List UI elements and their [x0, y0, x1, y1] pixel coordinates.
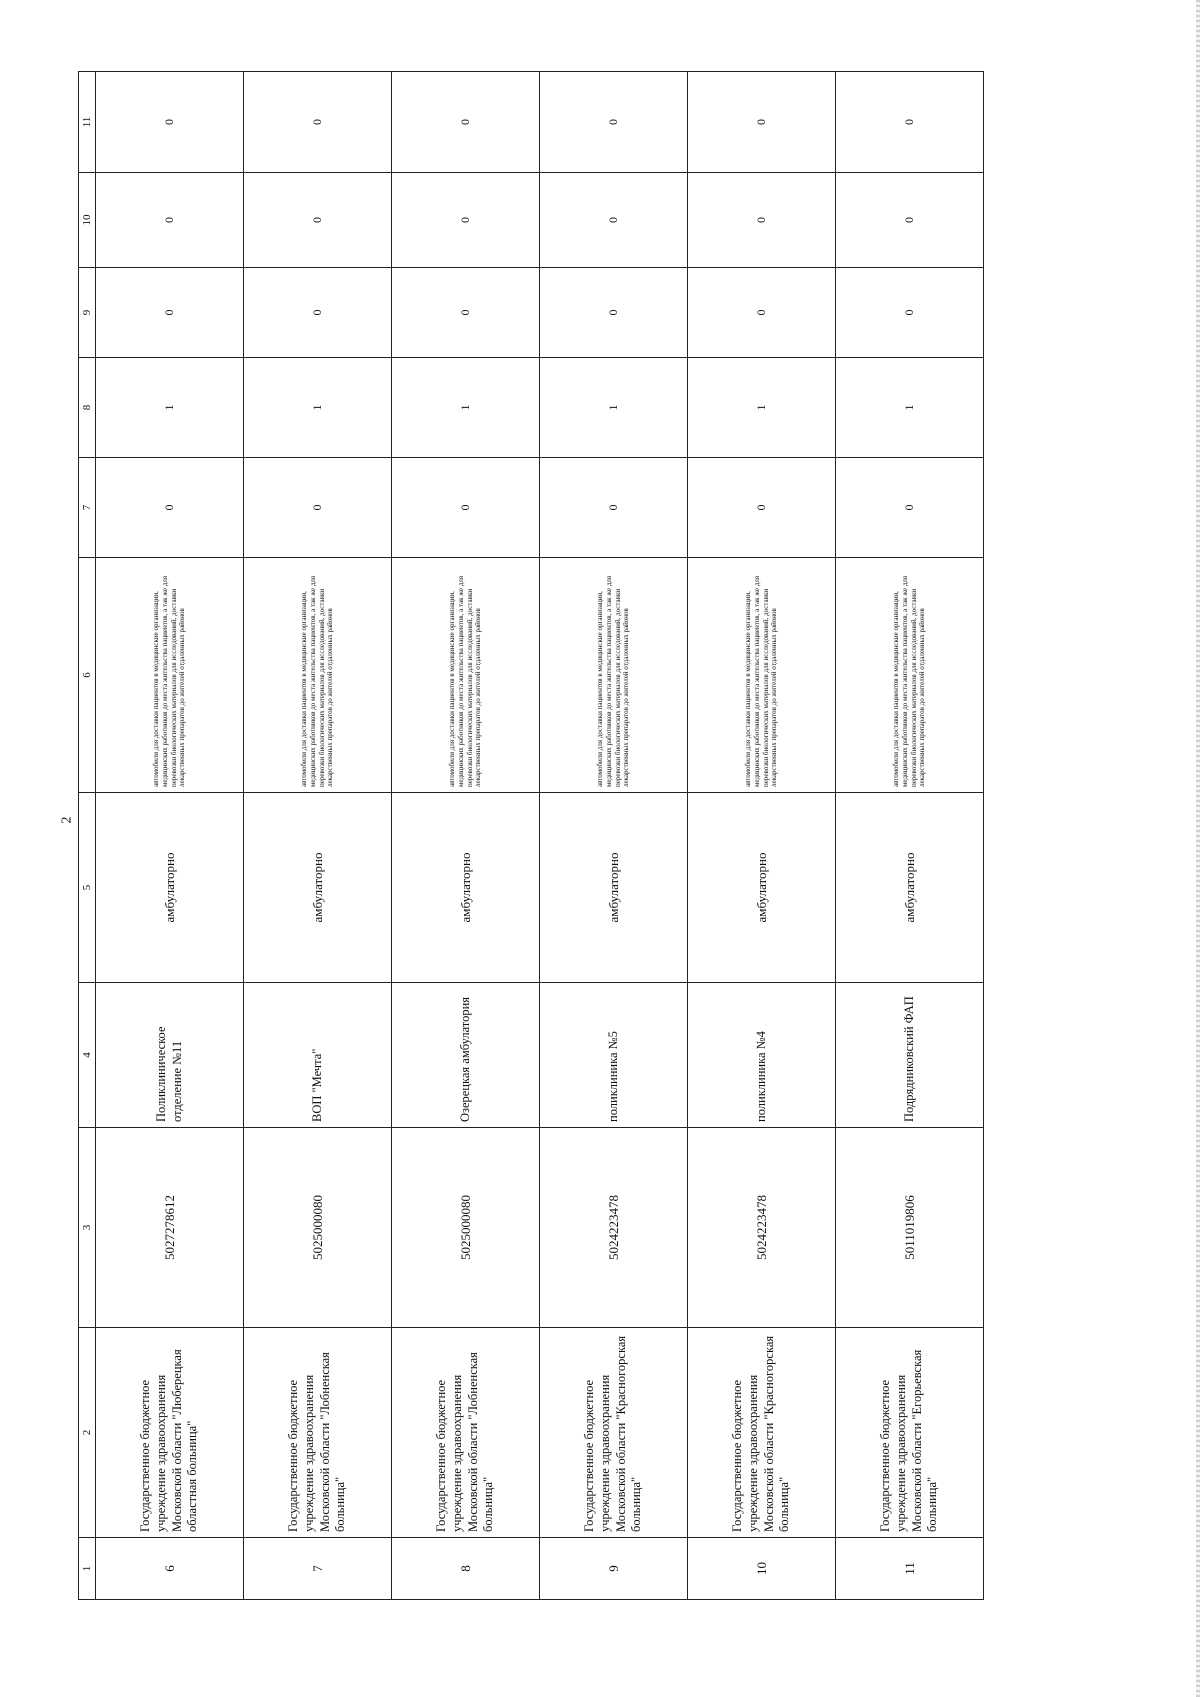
- column-number: 2: [79, 1328, 96, 1538]
- care-condition: амбулаторно: [688, 793, 836, 983]
- column-number: 11: [79, 72, 96, 173]
- vehicle-purpose: автомобили для доставки пациентов в медицинские организации, медицинских работников до места жительства пациентов, а так же для перевозки биологических материалов для исследований, доставки лекарственных препаратов до жителей отдаленных районов: [688, 558, 836, 793]
- value-col7: 0: [688, 458, 836, 558]
- table-row: [392, 72, 540, 1600]
- vehicle-purpose: автомобили для доставки пациентов в медицинские организации, медицинских работников до места жительства пациентов, а так же для перевозки биологических материалов для исследований, доставки лекарственных препаратов до жителей отдаленных районов: [96, 558, 244, 793]
- value-col8: 1: [96, 358, 244, 458]
- value-col10: 0: [540, 173, 688, 268]
- inn-number: 5025000080: [392, 1128, 540, 1328]
- table-row: [540, 72, 688, 1600]
- value-col8: 1: [688, 358, 836, 458]
- value-col9: 0: [688, 268, 836, 358]
- value-col11: 0: [244, 72, 392, 173]
- value-col11: 0: [392, 72, 540, 173]
- value-col11: 0: [96, 72, 244, 173]
- scan-edge: [1196, 0, 1200, 1697]
- care-condition: амбулаторно: [540, 793, 688, 983]
- column-number: 9: [79, 268, 96, 358]
- value-col9: 0: [540, 268, 688, 358]
- column-number: 1: [79, 1538, 96, 1600]
- inn-number: 5027278612: [96, 1128, 244, 1328]
- value-col7: 0: [96, 458, 244, 558]
- row-number: 6: [96, 1538, 244, 1600]
- value-col7: 0: [244, 458, 392, 558]
- vehicle-purpose: автомобили для доставки пациентов в медицинские организации, медицинских работников до места жительства пациентов, а так же для перевозки биологических материалов для исследований, доставки лекарственных препаратов до жителей отдаленных районов: [392, 558, 540, 793]
- care-condition: амбулаторно: [836, 793, 984, 983]
- value-col9: 0: [836, 268, 984, 358]
- value-col10: 0: [688, 173, 836, 268]
- vehicle-purpose: автомобили для доставки пациентов в медицинские организации, медицинских работников до места жительства пациентов, а так же для перевозки биологических материалов для исследований, доставки лекарственных препаратов до жителей отдаленных районов: [244, 558, 392, 793]
- value-col10: 0: [96, 173, 244, 268]
- value-col9: 0: [96, 268, 244, 358]
- value-col10: 0: [244, 173, 392, 268]
- column-number: 4: [79, 983, 96, 1128]
- subdivision-name: поликлиника №4: [688, 983, 836, 1128]
- value-col11: 0: [688, 72, 836, 173]
- column-number: 10: [79, 173, 96, 268]
- column-number: 6: [79, 558, 96, 793]
- rotated-table-container: [78, 72, 983, 1600]
- value-col8: 1: [836, 358, 984, 458]
- value-col7: 0: [836, 458, 984, 558]
- organization-name: Государственное бюджетное учреждение здравоохранения Московской области "Красногорская больница": [540, 1328, 688, 1538]
- organization-name: Государственное бюджетное учреждение здравоохранения Московской области "Красногорская больница": [688, 1328, 836, 1538]
- column-number: 7: [79, 458, 96, 558]
- table-row: [836, 72, 984, 1600]
- value-col7: 0: [392, 458, 540, 558]
- value-col10: 0: [836, 173, 984, 268]
- vehicles-table: [78, 71, 984, 1600]
- column-number: 3: [79, 1128, 96, 1328]
- value-col7: 0: [540, 458, 688, 558]
- inn-number: 5025000080: [244, 1128, 392, 1328]
- subdivision-name: Поликлиническое отделение №11: [96, 983, 244, 1128]
- care-condition: амбулаторно: [244, 793, 392, 983]
- page-number: 2: [59, 816, 75, 824]
- organization-name: Государственное бюджетное учреждение здравоохранения Московской области "Лобненская больница": [244, 1328, 392, 1538]
- subdivision-name: Подрядниковский ФАП: [836, 983, 984, 1128]
- table-row: [688, 72, 836, 1600]
- value-col8: 1: [244, 358, 392, 458]
- care-condition: амбулаторно: [392, 793, 540, 983]
- vehicle-purpose: автомобили для доставки пациентов в медицинские организации, медицинских работников до места жительства пациентов, а так же для перевозки биологических материалов для исследований, доставки лекарственных препаратов до жителей отдаленных районов: [836, 558, 984, 793]
- table-row: [244, 72, 392, 1600]
- subdivision-name: Озерецкая амбулатория: [392, 983, 540, 1128]
- row-number: 10: [688, 1538, 836, 1600]
- row-number: 9: [540, 1538, 688, 1600]
- value-col8: 1: [540, 358, 688, 458]
- care-condition: амбулаторно: [96, 793, 244, 983]
- row-number: 8: [392, 1538, 540, 1600]
- value-col11: 0: [836, 72, 984, 173]
- row-number: 11: [836, 1538, 984, 1600]
- inn-number: 5011019806: [836, 1128, 984, 1328]
- value-col8: 1: [392, 358, 540, 458]
- inn-number: 5024223478: [540, 1128, 688, 1328]
- value-col10: 0: [392, 173, 540, 268]
- vehicle-purpose: автомобили для доставки пациентов в медицинские организации, медицинских работников до места жительства пациентов, а так же для перевозки биологических материалов для исследований, доставки лекарственных препаратов до жителей отдаленных районов: [540, 558, 688, 793]
- row-number: 7: [244, 1538, 392, 1600]
- subdivision-name: ВОП "Мечта": [244, 983, 392, 1128]
- column-number-row: [79, 72, 96, 1600]
- subdivision-name: поликлиника №5: [540, 983, 688, 1128]
- organization-name: Государственное бюджетное учреждение здравоохранения Московской области "Егорьевская больница": [836, 1328, 984, 1538]
- value-col9: 0: [392, 268, 540, 358]
- table-row: [96, 72, 244, 1600]
- inn-number: 5024223478: [688, 1128, 836, 1328]
- value-col9: 0: [244, 268, 392, 358]
- column-number: 8: [79, 358, 96, 458]
- column-number: 5: [79, 793, 96, 983]
- value-col11: 0: [540, 72, 688, 173]
- organization-name: Государственное бюджетное учреждение здравоохранения Московской области "Люберецкая областная больница": [96, 1328, 244, 1538]
- organization-name: Государственное бюджетное учреждение здравоохранения Московской области "Лобненская больница": [392, 1328, 540, 1538]
